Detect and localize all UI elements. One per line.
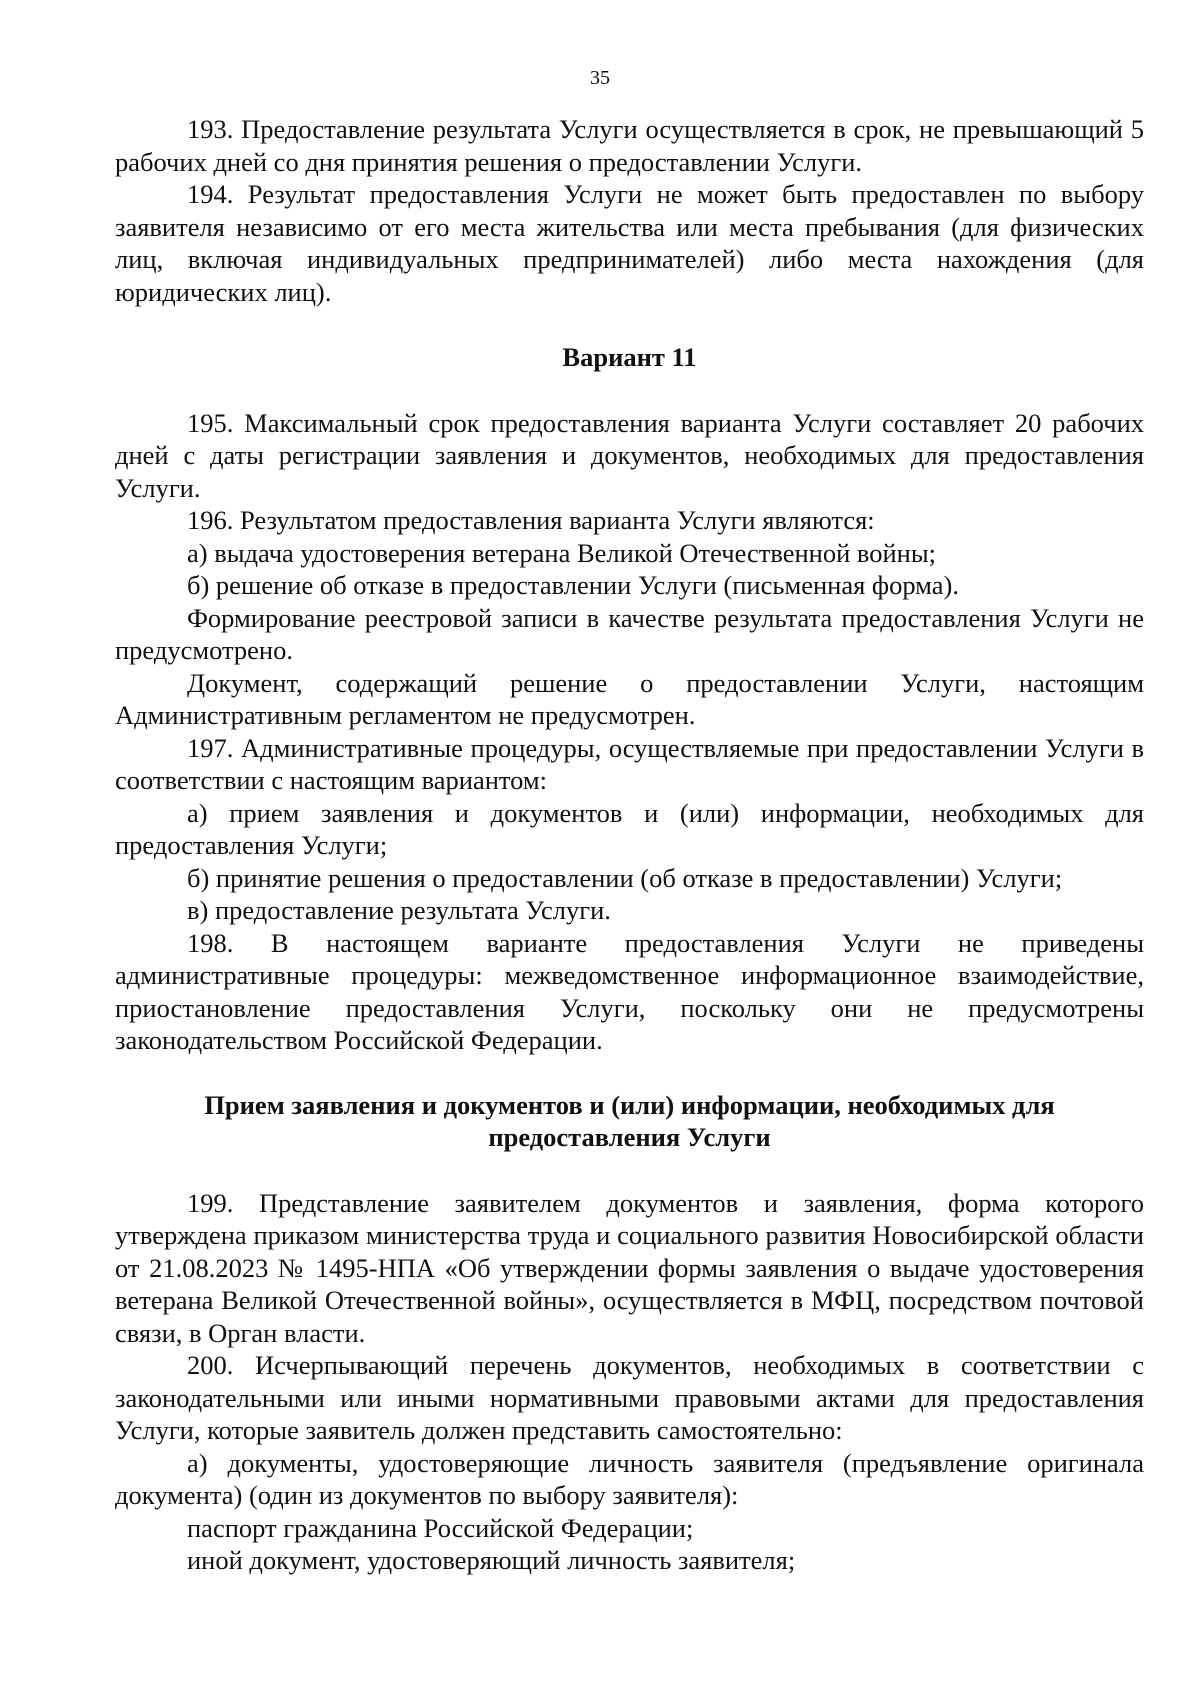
paragraph-196: 196. Результатом предоставления варианта Услуги являются:: [187, 505, 875, 535]
paragraph-194: 194. Результат предоставления Услуги не может быть предоставлен по выбору заявителя независимо от его места жительства или места пребывания (для физических лиц, включая индивидуальных предпринимателей) либо места нахождения (для юридических лиц).: [115, 179, 1144, 307]
document-item-passport: паспорт гражданина Российской Федерации;: [187, 1512, 694, 1543]
paragraph-decision-document: Документ, содержащий решение о предоставлении Услуги, настоящим Административным регламентом не предусмотрен.: [115, 667, 1144, 730]
list-item-200-a: а) документы, удостоверяющие личность заявителя (предъявление оригинала документа) (один из документов по выбору заявителя):: [115, 1447, 1144, 1510]
list-item-196-b: б) решение об отказе в предоставлении Услуги (письменная форма).: [187, 570, 959, 600]
document-body: [115, 113, 1144, 1577]
document-item-other-id: иной документ, удостоверяющий личность заявителя;: [187, 1545, 796, 1575]
paragraph-199: 199. Представление заявителем документов и заявления, форма которого утверждена приказом министерства труда и социального развития Новосибирской области от 21.08.2023 № 1495-НПА «Об утверждении формы заявления о выдаче удостоверения ветерана Великой Отечественной войны», осуществляется в МФЦ, посредством почтовой связи, в Орган власти.: [115, 1187, 1144, 1348]
list-item-197-b: б) принятие решения о предоставлении (об отказе в предоставлении) Услуги;: [187, 862, 1063, 893]
paragraph-193: 193. Предоставление результата Услуги осуществляется в срок, не превышающий 5 рабочих дней со дня принятия решения о предоставлении Услуги.: [115, 114, 1144, 177]
section-heading: Прием заявления и документов и (или) информации, необходимых для предоставления Услуги: [204, 1089, 1055, 1152]
paragraph-registry-record: Формирование реестровой записи в качестве результата предоставления Услуги не предусмотрено.: [115, 602, 1144, 665]
list-item-197-a: а) прием заявления и документов и (или) информации, необходимых для предоставления Услуги;: [115, 797, 1144, 860]
list-item-196-a: а) выдача удостоверения ветерана Великой Отечественной войны;: [187, 537, 936, 568]
list-item-197-c: в) предоставление результата Услуги.: [187, 895, 611, 925]
paragraph-197: 197. Административные процедуры, осуществляемые при предоставлении Услуги в соответствии с настоящим вариантом:: [115, 732, 1144, 795]
paragraph-200: 200. Исчерпывающий перечень документов, необходимых в соответствии с законодательными или иными нормативными правовыми актами для предоставления Услуги, которые заявитель должен представить самостоятельно:: [115, 1350, 1144, 1445]
paragraph-195: 195. Максимальный срок предоставления варианта Услуги составляет 20 рабочих дней с даты регистрации заявления и документов, необходимых для предоставления Услуги.: [115, 407, 1144, 503]
variant-heading: Вариант 11: [562, 342, 697, 372]
paragraph-198: 198. В настоящем варианте предоставления Услуги не приведены административные процедуры: межведомственное информационное взаимодействие, приостановление предоставления Услуги, поскольку они не предусмотрены законодательством Российской Федерации.: [115, 927, 1144, 1055]
page-number: 35: [590, 67, 610, 89]
